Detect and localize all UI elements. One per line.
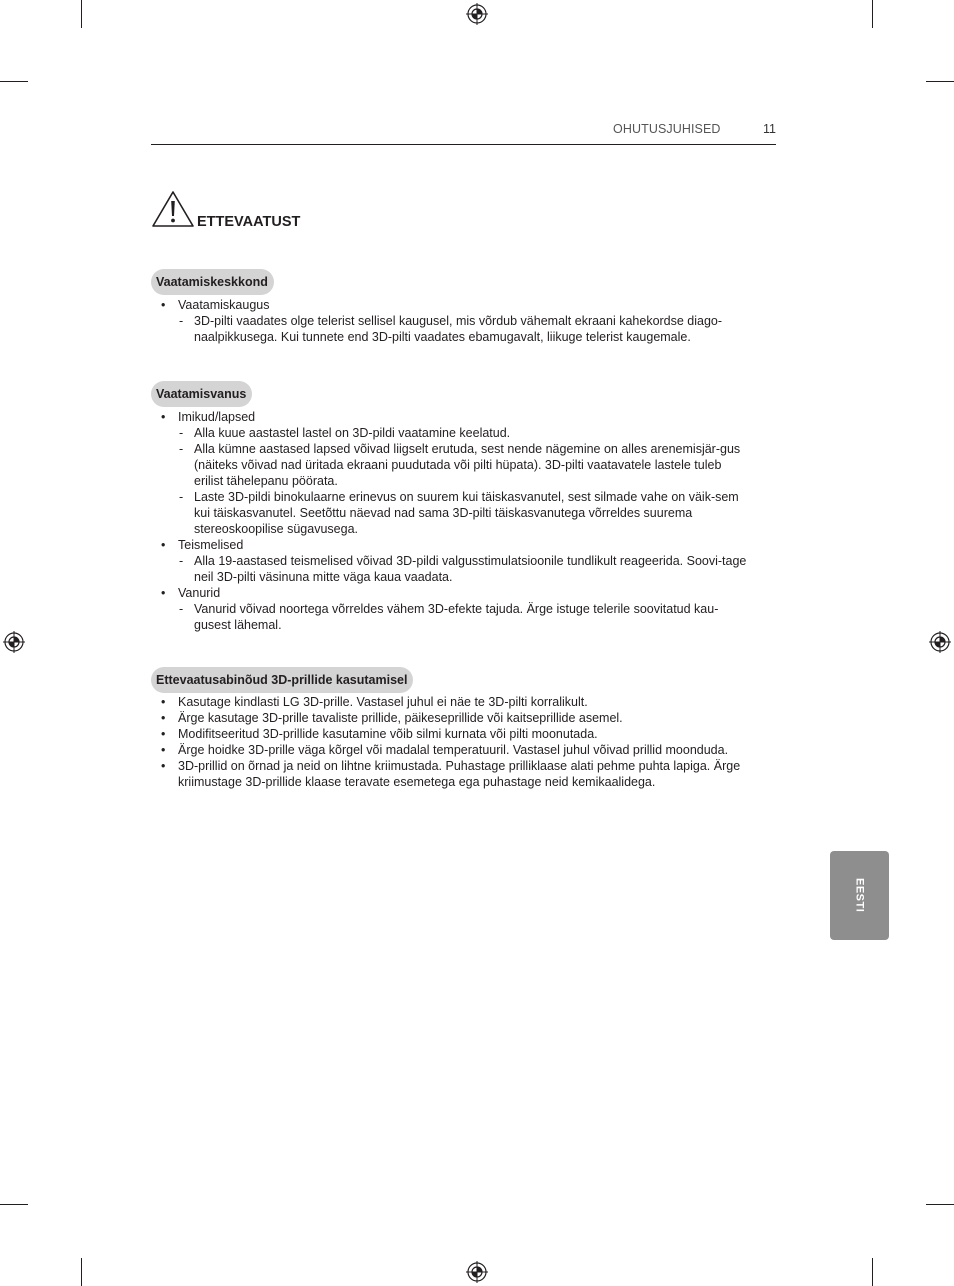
section-heading: Ettevaatusabinõud 3D-prillide kasutamisel [151, 667, 413, 693]
section-heading: Vaatamisvanus [151, 381, 252, 407]
page-number: 11 [763, 122, 776, 136]
crosshair-registration-icon [466, 1261, 488, 1283]
sub-list-item: - Vanurid võivad noortega võrreldes vähem 3D-efekte tajuda. Ärge istuge telerile soovitatud kau-gusest lähemal. [178, 601, 754, 633]
warning-triangle-icon [151, 190, 195, 228]
sub-list [178, 553, 791, 585]
list-item: • Kasutage kindlasti LG 3D-prille. Vastasel juhul ei näe te 3D-pilti korralikult. [151, 694, 791, 710]
language-tab-label: EESTI [853, 878, 866, 913]
bullet-list [151, 297, 791, 345]
caution-title: ETTEVAATUST [197, 214, 301, 230]
list-item: • Ärge kasutage 3D-prille tavaliste prillide, päikeseprillide või kaitseprillide asemel. [151, 710, 791, 726]
sub-list [178, 601, 791, 633]
list-item-text: Vanurid [178, 586, 221, 600]
crosshair-registration-icon [3, 631, 25, 653]
sub-list-item: - 3D-pilti vaadates olge telerist sellisel kaugusel, mis võrdub vähemalt ekraani kahekordse diago-naalpikkusega. Kui tunnete end 3D-pilti vaadates ebamugavalt, liikuge telerist kaugemale. [178, 313, 754, 345]
list-item: • 3D-prillid on õrnad ja neid on lihtne kriimustada. Puhastage prilliklaase alati pehme puhta lapiga. Ärge kriimustage 3D-prillide klaase teravate esemetega ega puhastage neid kemikaalidega. [151, 758, 776, 790]
sub-list-item: - Laste 3D-pildi binokulaarne erinevus on suurem kui täiskasvanutel, sest silmade vahe on väik-sem kui täiskasvanutel. Seetõttu näevad nad sama 3D-pilti täiskasvanutega võrreldes suurema stereoskoopilise sügavusega. [178, 489, 754, 537]
crop-mark [81, 1258, 82, 1286]
sub-list-item: - Alla kümne aastased lapsed võivad liigselt erutuda, sest nende nägemine on alles arenemisjär-gus (näiteks võivad nad üritada ekraani puudutada või pilti hüpata). 3D-pilti vaatavatele lastele tuleb erilist tähelepanu pöörata. [178, 441, 754, 489]
running-header-section: OHUTUSJUHISED [613, 122, 721, 136]
list-item-text: Imikud/lapsed [178, 410, 256, 424]
crop-mark [872, 1258, 873, 1286]
bullet-list [151, 409, 791, 633]
crop-mark [926, 1204, 954, 1205]
crop-mark [0, 1204, 28, 1205]
list-item-text: Vaatamiskaugus [178, 298, 270, 312]
sub-list-item: - Alla 19-aastased teismelised võivad 3D-pildi valgusstimulatsioonile tundlikult reageerida. Soovi-tage neil 3D-pilti väsinuna mitte väga kaua vaadata. [178, 553, 754, 585]
crop-mark [81, 0, 82, 28]
section-heading: Vaatamiskeskkond [151, 269, 274, 295]
language-tab [830, 851, 889, 940]
list-item [151, 585, 791, 633]
header-rule [151, 144, 776, 145]
list-item-text: Teismelised [178, 538, 244, 552]
sub-list [178, 425, 791, 537]
sub-list [178, 313, 791, 345]
crop-mark [0, 81, 28, 82]
sub-list-item: - Alla kuue aastastel lastel on 3D-pildi vaatamine keelatud. [178, 425, 754, 441]
list-item: • Modifitseeritud 3D-prillide kasutamine võib silmi kurnata või pilti moonutada. [151, 726, 791, 742]
crosshair-registration-icon [929, 631, 951, 653]
crop-mark [872, 0, 873, 28]
list-item [151, 537, 791, 585]
crosshair-registration-icon [466, 3, 488, 25]
list-item: • Ärge hoidke 3D-prille väga kõrgel või madalal temperatuuril. Vastasel juhul võivad prillid moonduda. [151, 742, 791, 758]
crop-mark [926, 81, 954, 82]
list-item [151, 409, 791, 537]
bullet-list [151, 694, 791, 790]
list-item [151, 297, 791, 345]
